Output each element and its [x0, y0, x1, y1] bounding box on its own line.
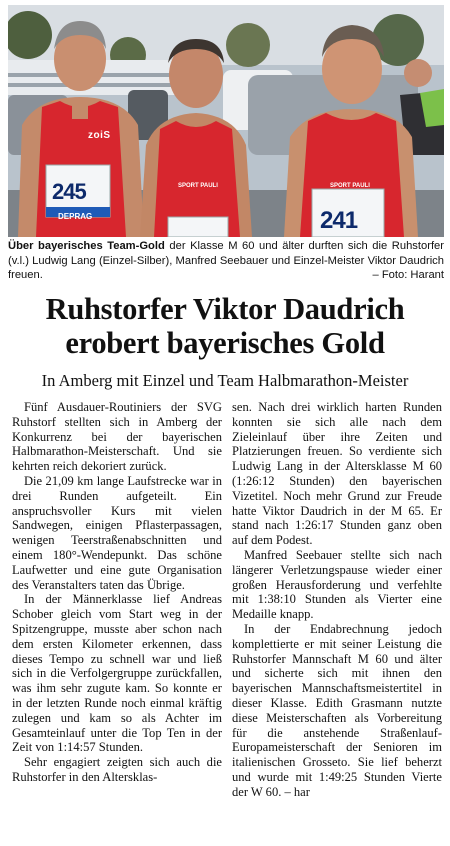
caption-text: der Klasse M 60 und älter durften sich die Ruhstorfer (v.l.) Ludwig Lang (Einzel-Silber), Manfred Seebauer und Einzel-Meister Viktor Daudrich freuen.: [8, 240, 444, 281]
caption-lead: Über bayerisches Team-Gold: [8, 240, 165, 252]
article-column-right: [232, 400, 442, 800]
photo-caption: [8, 239, 444, 283]
subheadline: In Amberg mit Einzel und Team Halbmarathon-Meister: [41, 371, 409, 390]
bib-number-right: 241: [320, 207, 358, 234]
headline-line-2: erobert bayerisches Gold: [65, 326, 385, 360]
article-photo: [8, 5, 444, 237]
paragraph: Sehr engagiert zeigten sich auch die Ruhstorfer in den Altersklas-: [12, 755, 222, 784]
paragraph: In der Endabrechnung jedoch komplettierte er mit seiner Leistung die Ruhstorfer Mannschaft M 60 und älter und sicherte sich mit ihnen den bayerischen Mannschaftsmeistertitel in dieser Klasse. Edith Grasmann nutzte diese Meisterschaften als Vorbereitung für die anstehende Straßenlauf-Europameisterschaft der Senioren im italienischen Grosseto. Sie lief beherzt und wurde mit 1:49:25 Stunden Vierte der W 60. – har: [232, 621, 442, 799]
headline-line-1: Ruhstorfer Viktor Daudrich: [45, 292, 405, 326]
photo-credit: – Foto: Harant: [372, 269, 444, 281]
shirt-logo-left: zoiS: [88, 130, 111, 141]
paragraph: sen. Nach drei wirklich harten Runden konnten sie sich alle nach dem Zieleinlauf über ihre Zeiten und Platzierungen freuen. So verdiente sich Ludwig Lang in der Altersklasse M 60 (1:26:12 Stunden) den bayerischen Vizetitel. Noch mehr Grund zur Freude hatte Viktor Daudrich in der M 65. Er stand nach 1:26:17 Stunden ganz oben auf dem Podest.: [232, 400, 442, 548]
bib-sponsor: DEPRAG: [58, 212, 93, 221]
paragraph: Die 21,09 km lange Laufstrecke war in drei Runden aufgeteilt. Ein anspruchsvoller Kurs mit vielen Sandwegen, einigen Pflasterpassagen, wenigen Teerstraßenabschnitten und einem 180°-Wendepunkt. Das schöne Laufwetter und eine gute Organisation des Veranstalters taten das Übrige.: [12, 473, 222, 592]
shirt-logo-middle: SPORT PAULI: [178, 183, 218, 189]
paragraph: In der Männerklasse lief Andreas Schober gleich vom Start weg in der Spitzengruppe, musste aber schon nach dem ersten Kilometer erkennen, dass dieses Tempo zu schnell war und ließ sich in die Verfolgergruppe zurückfallen, was ihm sehr zugute kam. So konnte er in der letzten Runde noch einmal kräftig zulegen und kam so als Achter im Gesamteinlauf unter die Top Ten in der Zeit von 1:14:57 Stunden.: [12, 592, 222, 755]
paragraph: Manfred Seebauer stellte sich nach längerer Verletzungspause wieder einer großen Herausforderung und verfehlte mit 1:38:10 Stunden als Vierter eine Medaille knapp.: [232, 547, 442, 622]
bib-number-left: 245: [52, 179, 86, 204]
shirt-logo-right: SPORT PAULI: [330, 183, 370, 189]
article-column-left: [12, 400, 222, 785]
paragraph: Fünf Ausdauer-Routiniers der SVG Ruhstorf stellten sich in Amberg der Konkurrenz bei der bayerischen Halbmarathon-Meisterschaft. Und sie kehrten reich dekoriert zurück.: [12, 400, 222, 474]
headline: [0, 292, 450, 360]
